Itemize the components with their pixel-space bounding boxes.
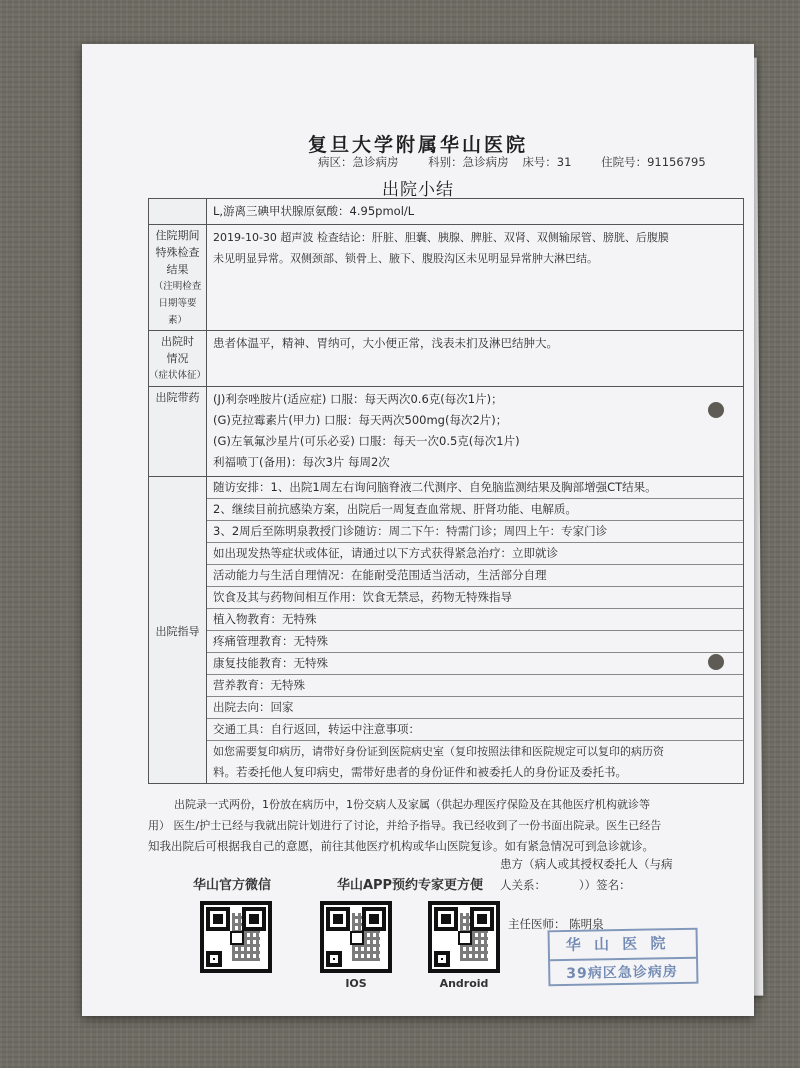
instruction-line: 随访安排：1、出院1周左右询问脑脊液二代测序、自免脑监测结果及胸部增强CT结果。 [207, 477, 743, 499]
summary-table [148, 198, 744, 784]
instruction-line: 2、继续目前抗感染方案，出院后一周复查血常规、肝肾功能、电解质。 [207, 499, 743, 521]
instruction-line: 营养教育：无特殊 [207, 675, 743, 697]
doctor-label: 主任医师： [508, 917, 566, 931]
medication-item: 利福喷丁(备用)：每次3片 每周2次 [213, 455, 390, 469]
doctor-name: 陈明泉 [569, 917, 604, 931]
instructions-list [207, 477, 744, 784]
exam-label-note: 日期等要 [158, 298, 197, 309]
instruction-line: 料。若委托他人复印病史，需带好患者的身份证件和被委托人的身份证及委托书。 [213, 765, 627, 779]
bed-number: 床号：31 [522, 155, 572, 169]
consent-line: 用） 医生/护士已经与我就出院计划进行了讨论，并给予指导。我已经收到了一份书面出院录。医生已经告 [148, 819, 662, 832]
hospital-name: 复旦大学附属华山医院 [307, 134, 528, 156]
consent-line: 知我出院后可根据我自己的意愿，前往其他医疗机构或华山医院复诊。如有紧急情况可到急诊就诊。 [148, 839, 654, 853]
exam-line: 2019-10-30 超声波 检查结论：肝脏、胆囊、胰腺、脾脏、双肾、双侧输尿管、膀胱、后腹膜 [213, 231, 669, 244]
exam-label-line: 结果 [166, 263, 189, 276]
hospital-stamp [548, 928, 699, 987]
lab-row [149, 199, 744, 225]
ios-caption: IOS [345, 977, 367, 990]
app-qr-title: 华山APP预约专家更方便 [336, 878, 484, 893]
exam-label-note: （注明检查 [153, 281, 202, 292]
qr-finder [326, 951, 342, 967]
medication-item: (G)克拉霉素片(甲力) 口服：每天两次500mg(每次2片)； [213, 413, 508, 427]
status-label-note: （症状体征） [149, 370, 207, 381]
lab-label-cell [149, 199, 207, 225]
ios-qr [320, 901, 392, 990]
medication-item: (J)利奈唑胺片(适应症) 口服：每天两次0.6克(每次1片)； [213, 392, 503, 406]
instruction-line: 3、2周后至陈明泉教授门诊随访：周二下午：特需门诊；周四上午：专家门诊 [207, 521, 743, 543]
status-line: 患者体温平，精神、胃纳可，大小便正常，浅表未扪及淋巴结肿大。 [213, 336, 558, 350]
stamp-line: 39病区急诊病房 [550, 957, 696, 987]
discharge-status-row [149, 331, 744, 387]
medication-item: (G)左氧氟沙星片(可乐必妥) 口服：每天一次0.5克(每次1片) [213, 434, 520, 448]
instruction-line: 如出现发热等症状或体征，请通过以下方式获得紧急治疗：立即就诊 [207, 543, 743, 565]
wechat-qr-code[interactable] [200, 901, 272, 973]
app-qr-block [320, 874, 500, 990]
qr-logo-icon [230, 931, 244, 945]
document-title: 出院小结 [382, 180, 454, 200]
exam-label-line: 住院期间 [155, 229, 200, 242]
lab-result [207, 199, 744, 225]
medications-label: 出院带药 [149, 387, 207, 477]
qr-logo-icon [458, 931, 472, 945]
discharge-summary-page [82, 44, 754, 1016]
instructions-row [149, 477, 744, 784]
instruction-line: 植入物教育：无特殊 [207, 609, 743, 631]
discharge-status-text [207, 331, 744, 387]
app-qr-row [320, 901, 500, 990]
medications-row [149, 387, 744, 477]
discharge-status-label [149, 331, 207, 387]
ward: 病区：急诊病房 [318, 155, 399, 169]
lab-line: L,游离三碘甲状腺原氨酸：4.95pmol/L [213, 204, 415, 218]
qr-logo-icon [350, 931, 364, 945]
exam-label-note: 素） [167, 315, 187, 326]
instruction-line: 饮食及其与药物间相互作用：饮食无禁忌，药物无特殊指导 [207, 587, 743, 609]
exam-label-line: 特殊检查 [155, 246, 200, 259]
android-qr [428, 901, 500, 990]
qr-finder [434, 951, 450, 967]
instruction-line: 疼痛管理教育：无特殊 [207, 631, 743, 653]
instructions-label: 出院指导 [149, 477, 207, 784]
ios-qr-code[interactable] [320, 901, 392, 973]
wechat-qr-title: 华山官方微信 [192, 878, 271, 893]
patient-signature-field [500, 854, 750, 896]
consent-line: 出院录一式两份，1份放在病历中，1份交病人及家属（供起办理医疗保险及在其他医疗机构就诊等 [174, 798, 650, 811]
patient-header [318, 154, 716, 170]
exam-line: 未见明显异常。双侧颈部、锁骨上、腋下、腹股沟区未见明显异常肿大淋巴结。 [213, 252, 598, 265]
patient-sign-line: 患方（病人或其授权委托人（与病 [500, 857, 673, 871]
medications-list [207, 387, 744, 477]
department: 科别：急诊病房 [428, 155, 509, 169]
android-qr-code[interactable] [428, 901, 500, 973]
wechat-qr-block [192, 874, 272, 973]
instruction-line: 康复技能教育：无特殊 [207, 653, 743, 675]
qr-finder [206, 951, 222, 967]
android-caption: Android [439, 977, 489, 990]
status-label-line: 出院时 [161, 335, 194, 348]
instruction-line: 交通工具：自行返回，转运中注意事项： [207, 719, 743, 741]
instruction-line: 活动能力与生活自理情况：在能耐受范围适当活动，生活部分自理 [207, 565, 743, 587]
instruction-line: 出院去向：回家 [207, 697, 743, 719]
patient-sign-line: 人关系： ））签名： [500, 878, 631, 892]
admission-number: 住院号：91156795 [601, 155, 706, 169]
status-label-line: 情况 [166, 352, 189, 365]
instruction-line: 如您需要复印病历，请带好身份证到医院病史室（复印按照法律和医院规定可以复印的病历资 [213, 745, 664, 758]
exam-row [149, 225, 744, 331]
exam-label [149, 225, 207, 331]
stamp-line: 华 山 医 院 [565, 934, 670, 954]
exam-results [207, 225, 744, 331]
consent-text [148, 794, 744, 857]
